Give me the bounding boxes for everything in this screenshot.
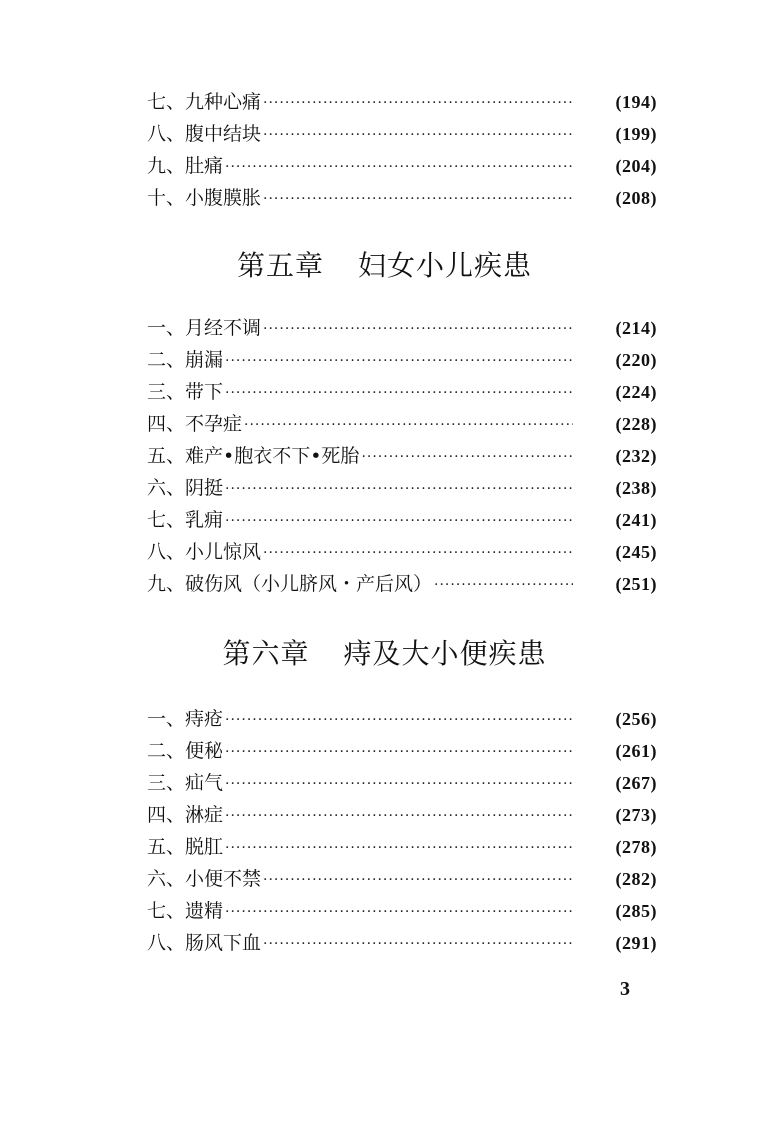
entry-page: (285) bbox=[615, 901, 657, 921]
entry-title: 淋症 bbox=[185, 804, 224, 826]
chapter-label: 第五章 bbox=[236, 249, 324, 282]
toc-section-chapter-6 bbox=[147, 703, 657, 959]
entry-title: 疝气 bbox=[185, 772, 224, 794]
entry-title: 痔疮 bbox=[185, 708, 224, 730]
entry-number: 七、 bbox=[147, 509, 186, 531]
entry-page: (220) bbox=[615, 350, 657, 370]
page-number: 3 bbox=[620, 978, 630, 1000]
entry-page: (241) bbox=[615, 510, 657, 530]
toc-entry[interactable] bbox=[147, 472, 657, 504]
chapter-heading bbox=[0, 634, 769, 674]
entry-page: (208) bbox=[615, 188, 657, 208]
dot-leader bbox=[225, 376, 573, 408]
dot-leader bbox=[225, 895, 573, 927]
toc-entry[interactable] bbox=[147, 150, 657, 182]
entry-title: 月经不调 bbox=[185, 317, 262, 339]
entry-number: 八、 bbox=[147, 932, 186, 954]
dot-leader bbox=[263, 182, 573, 214]
entry-number: 五、 bbox=[147, 445, 186, 467]
entry-page: (251) bbox=[615, 574, 657, 594]
entry-number: 六、 bbox=[147, 477, 186, 499]
toc-entry[interactable] bbox=[147, 895, 657, 927]
entry-title: 不孕症 bbox=[185, 413, 243, 435]
toc-entry[interactable] bbox=[147, 568, 657, 600]
chapter-label: 第六章 bbox=[222, 637, 310, 670]
dot-leader bbox=[263, 863, 573, 895]
entry-title: 肠风下血 bbox=[185, 932, 262, 954]
entry-page: (228) bbox=[615, 414, 657, 434]
entry-title: 乳痈 bbox=[185, 509, 224, 531]
entry-number: 二、 bbox=[147, 349, 186, 371]
entry-number: 四、 bbox=[147, 413, 186, 435]
entry-number: 三、 bbox=[147, 381, 186, 403]
entry-number: 二、 bbox=[147, 740, 186, 762]
toc-entry[interactable] bbox=[147, 86, 657, 118]
toc-entry[interactable] bbox=[147, 182, 657, 214]
toc-entry[interactable] bbox=[147, 703, 657, 735]
chapter-heading bbox=[0, 246, 769, 286]
dot-leader bbox=[263, 312, 573, 344]
toc-entry[interactable] bbox=[147, 376, 657, 408]
dot-leader bbox=[263, 536, 573, 568]
entry-page: (224) bbox=[615, 382, 657, 402]
entry-number: 三、 bbox=[147, 772, 186, 794]
entry-title: 阴挺 bbox=[185, 477, 224, 499]
toc-entry[interactable] bbox=[147, 767, 657, 799]
entry-title: 难产•胞衣不下•死胎 bbox=[185, 445, 360, 467]
entry-page: (278) bbox=[615, 837, 657, 857]
entry-title: 肚痛 bbox=[185, 155, 224, 177]
entry-title: 脱肛 bbox=[185, 836, 224, 858]
toc-entry[interactable] bbox=[147, 536, 657, 568]
entry-number: 五、 bbox=[147, 836, 186, 858]
toc-entry[interactable] bbox=[147, 118, 657, 150]
dot-leader bbox=[225, 703, 573, 735]
toc-entry[interactable] bbox=[147, 863, 657, 895]
entry-number: 四、 bbox=[147, 804, 186, 826]
toc-entry[interactable] bbox=[147, 440, 657, 472]
entry-page: (199) bbox=[615, 124, 657, 144]
entry-title: 破伤风（小儿脐风・产后风） bbox=[185, 573, 433, 595]
dot-leader bbox=[225, 504, 573, 536]
dot-leader bbox=[434, 568, 573, 600]
dot-leader bbox=[225, 735, 573, 767]
toc-entry[interactable] bbox=[147, 312, 657, 344]
entry-page: (238) bbox=[615, 478, 657, 498]
entry-page: (261) bbox=[615, 741, 657, 761]
toc-entry[interactable] bbox=[147, 831, 657, 863]
entry-page: (267) bbox=[615, 773, 657, 793]
dot-leader bbox=[263, 118, 573, 150]
entry-number: 七、 bbox=[147, 91, 186, 113]
entry-title: 腹中结块 bbox=[185, 123, 262, 145]
dot-leader bbox=[225, 831, 573, 863]
entry-number: 八、 bbox=[147, 541, 186, 563]
entry-number: 八、 bbox=[147, 123, 186, 145]
dot-leader bbox=[225, 150, 573, 182]
dot-leader bbox=[263, 86, 573, 118]
dot-leader bbox=[244, 408, 573, 440]
dot-leader bbox=[225, 799, 573, 831]
entry-page: (256) bbox=[615, 709, 657, 729]
dot-leader bbox=[225, 767, 573, 799]
toc-entry[interactable] bbox=[147, 504, 657, 536]
toc-entry[interactable] bbox=[147, 799, 657, 831]
toc-section-continued bbox=[147, 86, 657, 214]
entry-number: 一、 bbox=[147, 708, 186, 730]
toc-entry[interactable] bbox=[147, 344, 657, 376]
entry-title: 小腹膜胀 bbox=[185, 187, 262, 209]
entry-title: 遗精 bbox=[185, 900, 224, 922]
entry-number: 七、 bbox=[147, 900, 186, 922]
entry-page: (232) bbox=[615, 446, 657, 466]
entry-title: 小儿惊风 bbox=[185, 541, 262, 563]
dot-leader bbox=[263, 927, 573, 959]
entry-number: 十、 bbox=[147, 187, 186, 209]
chapter-title: 痔及大小便疾患 bbox=[343, 637, 547, 670]
entry-page: (273) bbox=[615, 805, 657, 825]
entry-title: 九种心痛 bbox=[185, 91, 262, 113]
entry-page: (245) bbox=[615, 542, 657, 562]
entry-number: 九、 bbox=[147, 573, 186, 595]
entry-number: 六、 bbox=[147, 868, 186, 890]
toc-entry[interactable] bbox=[147, 408, 657, 440]
entry-page: (282) bbox=[615, 869, 657, 889]
entry-page: (214) bbox=[615, 318, 657, 338]
dot-leader bbox=[361, 440, 573, 472]
dot-leader bbox=[225, 472, 573, 504]
chapter-title: 妇女小儿疾患 bbox=[358, 249, 533, 282]
entry-title: 便秘 bbox=[185, 740, 224, 762]
entry-page: (204) bbox=[615, 156, 657, 176]
entry-number: 九、 bbox=[147, 155, 186, 177]
entry-number: 一、 bbox=[147, 317, 186, 339]
entry-title: 带下 bbox=[185, 381, 224, 403]
toc-entry[interactable] bbox=[147, 735, 657, 767]
toc-entry[interactable] bbox=[147, 927, 657, 959]
entry-page: (194) bbox=[615, 92, 657, 112]
entry-title: 崩漏 bbox=[185, 349, 224, 371]
dot-leader bbox=[225, 344, 573, 376]
entry-title: 小便不禁 bbox=[185, 868, 262, 890]
entry-page: (291) bbox=[615, 933, 657, 953]
toc-section-chapter-5 bbox=[147, 312, 657, 600]
